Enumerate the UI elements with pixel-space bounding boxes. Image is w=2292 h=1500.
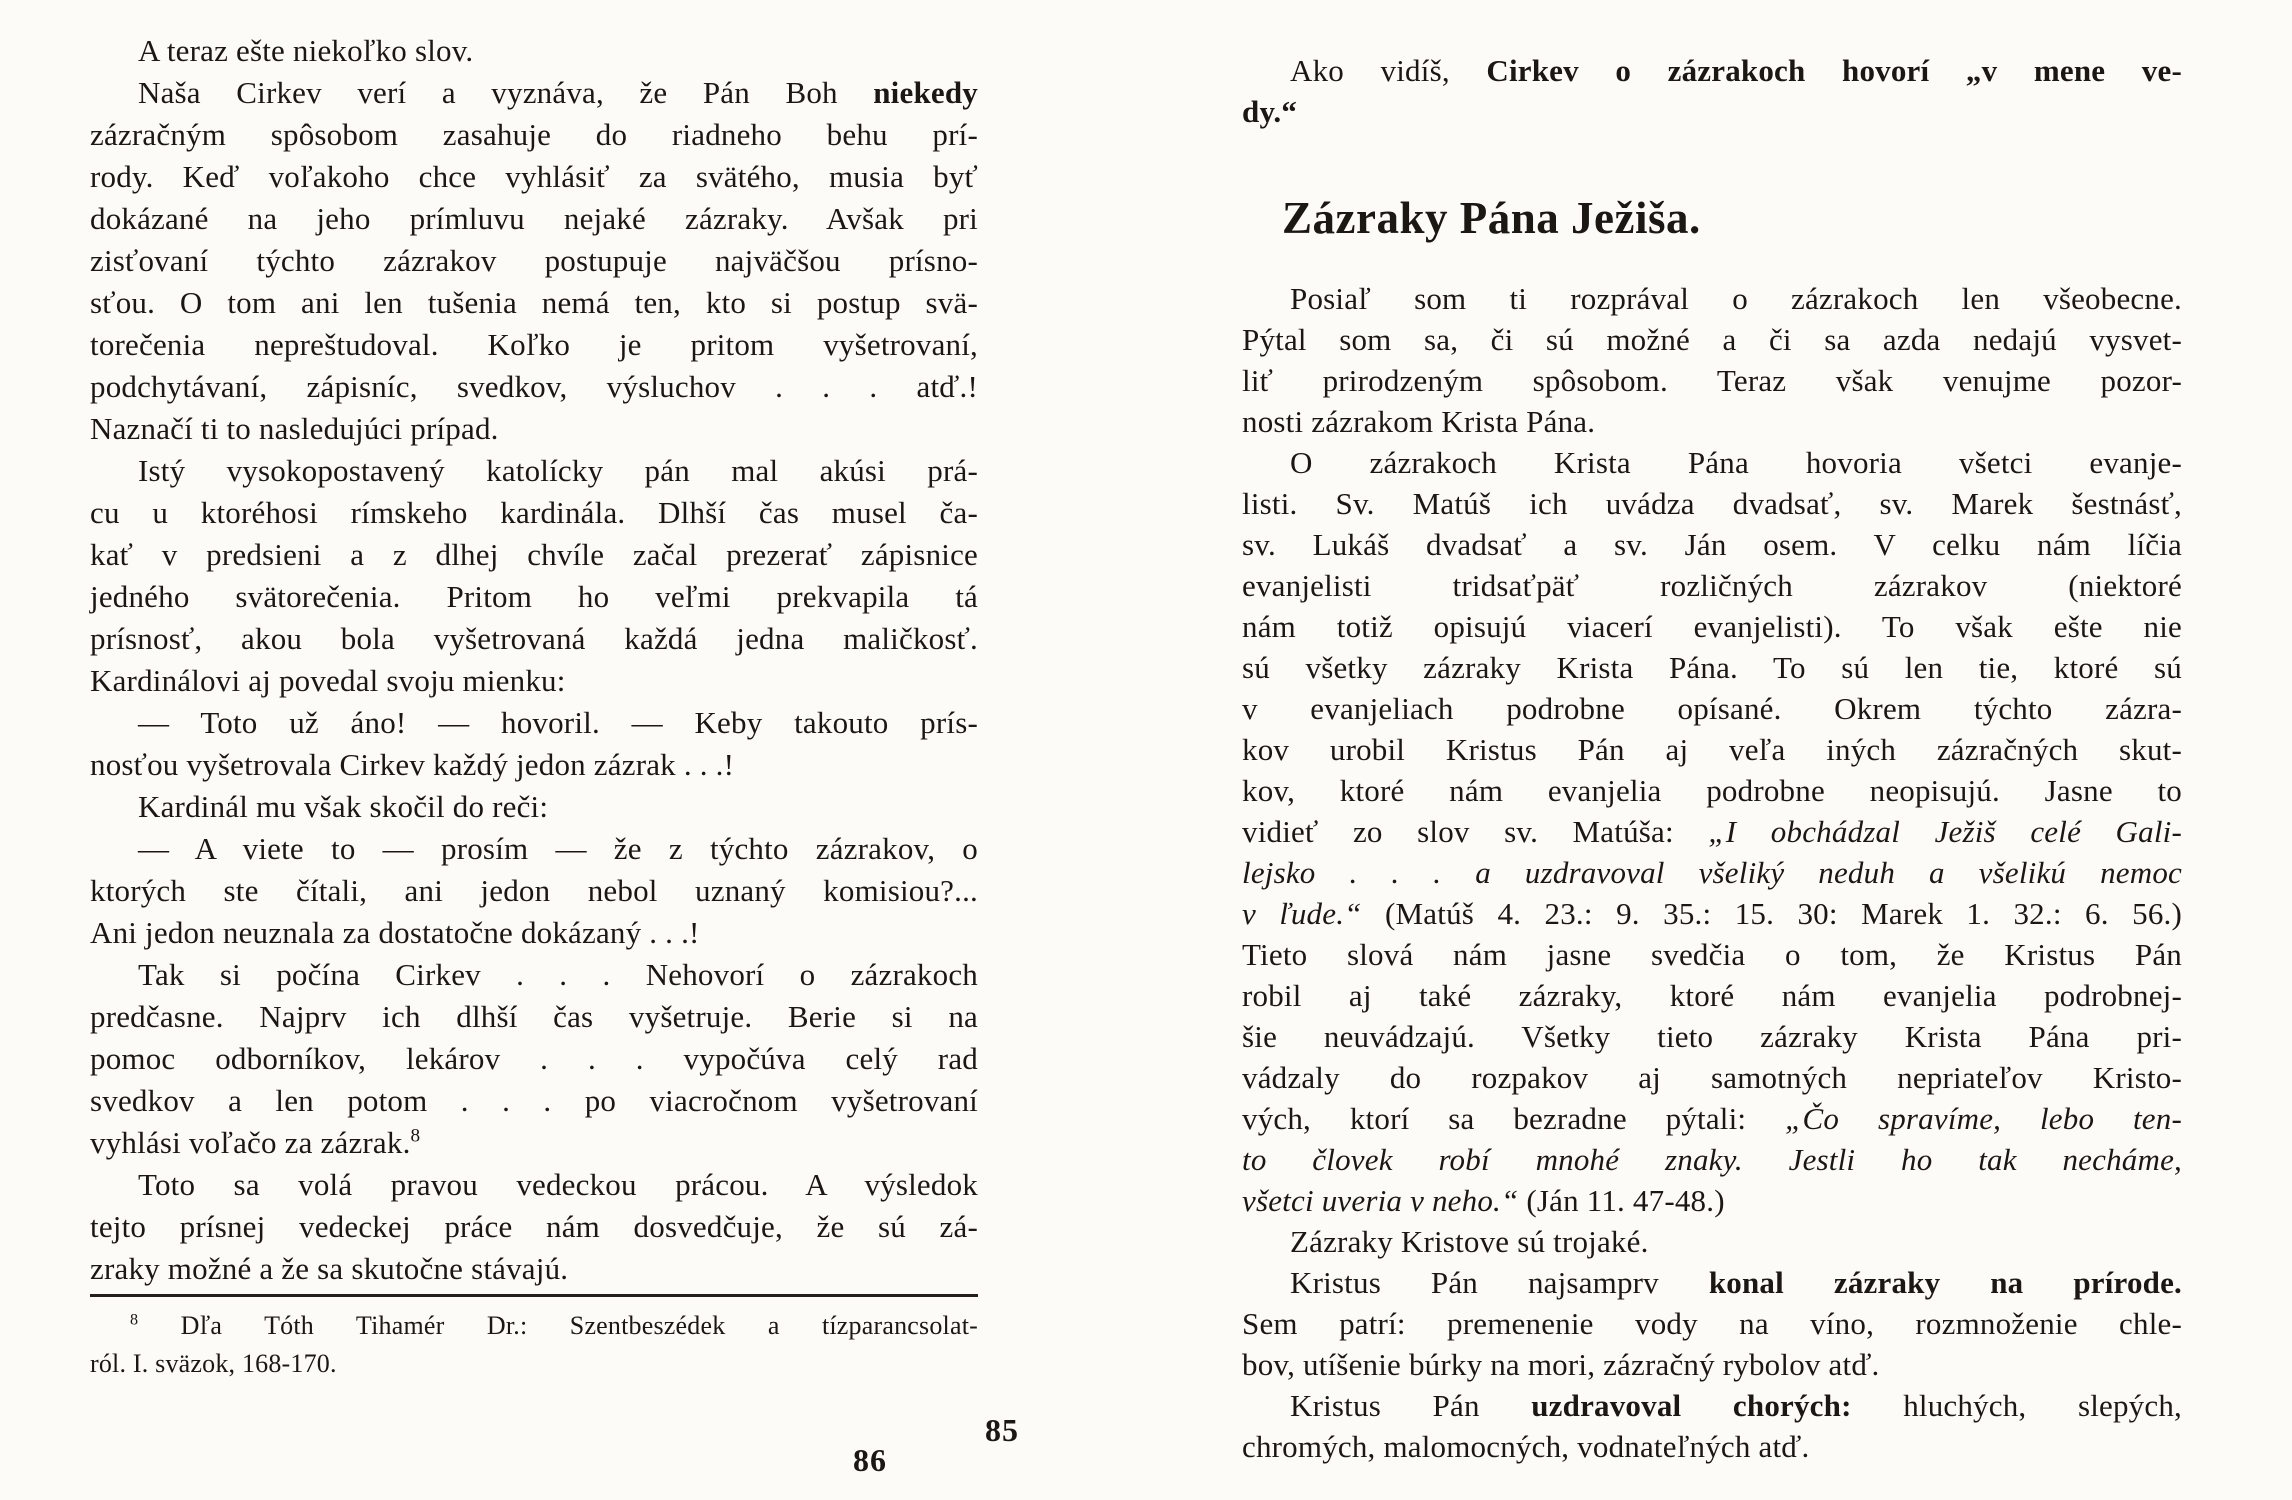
- footnote-rule: [90, 1294, 978, 1297]
- text-run: predčasne. Najprv ich dlhší čas vyšetruje. Berie si na: [90, 999, 978, 1034]
- text-run: Naznačí ti to nasledujúci prípad.: [90, 411, 499, 446]
- text-run: vyhlási voľačo za zázrak.: [90, 1125, 411, 1160]
- text-run: nosti zázrakom Krista Pána.: [1242, 404, 1596, 439]
- text-line: [90, 996, 978, 1038]
- text-run: lejsko . . . a uzdravoval všeliký neduh a všelikú nemoc: [1242, 855, 2182, 890]
- text-line: [1242, 401, 2182, 442]
- text-run: Tak si počína Cirkev . . . Nehovorí o zázrakoch: [138, 957, 978, 992]
- text-run: kov urobil Kristus Pán aj veľa iných zázračných skut-: [1242, 732, 2182, 767]
- text-run: vádzaly do rozpakov aj samotných nepriateľov Kristo-: [1242, 1060, 2182, 1095]
- text-line: [1242, 852, 2182, 893]
- text-line: [1242, 893, 2182, 934]
- footnote-line: [90, 1345, 978, 1383]
- text-line: [1242, 1098, 2182, 1139]
- text-line: [1242, 1344, 2182, 1385]
- text-run: „I obchádzal Ježiš celé Gali-: [1708, 814, 2182, 849]
- text-run: dokázané na jeho prímluvu nejaké zázraky. Avšak pri: [90, 201, 978, 236]
- text-line: [90, 198, 978, 240]
- text-line: [90, 1206, 978, 1248]
- text-run: uzdravoval chorých:: [1531, 1388, 1904, 1423]
- text-line: [1242, 483, 2182, 524]
- text-run: podchytávaní, zápisníc, svedkov, výsluchov . . . atď.!: [90, 369, 978, 404]
- text-line: [90, 702, 978, 744]
- text-line: [90, 1080, 978, 1122]
- text-run: cu u ktoréhosi rímskeho kardinála. Dlhší čas musel ča-: [90, 495, 978, 530]
- text-line: [1242, 647, 2182, 688]
- text-run: rody. Keď voľakoho chce vyhlásiť za svätého, musia byť: [90, 159, 978, 194]
- text-run: — Toto už áno! — hovoril. — Keby takouto prís-: [138, 705, 978, 740]
- text-run: (Ján 11. 47-48.): [1526, 1183, 1725, 1218]
- text-line: [1242, 1303, 2182, 1344]
- text-run: zraky možné a že sa skutočne stávajú.: [90, 1251, 569, 1286]
- text-line: [1242, 1426, 2182, 1467]
- text-run: Istý vysokopostavený katolícky pán mal akúsi prá-: [138, 453, 978, 488]
- text-run: Cirkev o zázrakoch hovorí „v mene ve-: [1486, 53, 2182, 88]
- text-line: [90, 576, 978, 618]
- text-run: nosťou vyšetrovala Cirkev každý jedon zázrak . . .!: [90, 747, 735, 782]
- text-line: [1242, 1262, 2182, 1303]
- text-run: torečenia nepreštudoval. Koľko je pritom vyšetrovaní,: [90, 327, 978, 362]
- text-run: v evanjeliach podrobne opísané. Okrem týchto zázra-: [1242, 691, 2182, 726]
- text-line: [1242, 606, 2182, 647]
- text-line: [90, 744, 978, 786]
- text-run: zázračným spôsobom zasahuje do riadneho behu prí-: [90, 117, 978, 152]
- text-run: Naša Cirkev verí a vyznáva, že Pán Boh: [138, 75, 874, 110]
- text-line: [1242, 524, 2182, 565]
- page-85-text-column: [90, 30, 978, 1383]
- text-run: kov, ktoré nám evanjelia podrobne neopisujú. Jasne to: [1242, 773, 2182, 808]
- text-run: sťou. O tom ani len tušenia nemá ten, kto si postup svä-: [90, 285, 978, 320]
- text-run: niekedy: [873, 75, 978, 110]
- text-run: Toto sa volá pravou vedeckou prácou. A výsledok: [138, 1167, 978, 1202]
- text-run: Ani jedon neuznala za dostatočne dokázaný . . .!: [90, 915, 700, 950]
- text-run: vidieť zo slov sv. Matúša:: [1242, 814, 1709, 849]
- text-run: prísnosť, akou bola vyšetrovaná každá jedna maličkosť.: [90, 621, 978, 656]
- text-run: nám totiž opisujú viacerí evanjelisti). To však ešte nie: [1242, 609, 2182, 644]
- text-line: [90, 282, 978, 324]
- text-line: [90, 72, 978, 114]
- text-run: všetci uveria v neho.“: [1242, 1183, 1527, 1218]
- text-line: [90, 786, 978, 828]
- text-line: [1242, 278, 2182, 319]
- text-run: Sem patrí: premenenie vody na víno, rozmnoženie chle-: [1242, 1306, 2182, 1341]
- text-line: [90, 450, 978, 492]
- text-line: [1242, 770, 2182, 811]
- text-line: [90, 156, 978, 198]
- text-line: [1242, 91, 2182, 132]
- text-line: [1242, 975, 2182, 1016]
- text-run: hluchých, slepých,: [1903, 1388, 2182, 1423]
- text-run: zisťovaní týchto zázrakov postupuje najväčšou prísno-: [90, 243, 978, 278]
- text-run: svedkov a len potom . . . po viacročnom vyšetrovaní: [90, 1083, 978, 1118]
- text-line: [90, 30, 978, 72]
- text-line: [1242, 1057, 2182, 1098]
- text-run: Kardinálovi aj povedal svoju mienku:: [90, 663, 566, 698]
- text-line: [90, 618, 978, 660]
- text-line: [90, 660, 978, 702]
- text-line: [90, 240, 978, 282]
- text-line: [90, 114, 978, 156]
- text-run: bov, utíšenie búrky na mori, zázračný rybolov atď.: [1242, 1347, 1880, 1382]
- text-run: šie neuvádzajú. Všetky tieto zázraky Krista Pána pri-: [1242, 1019, 2182, 1054]
- text-line: [90, 366, 978, 408]
- text-run: robil aj také zázraky, ktoré nám evanjelia podrobnej-: [1242, 978, 2182, 1013]
- text-run: (Matúš 4. 23.: 9. 35.: 15. 30: Marek 1. 32.: 6. 56.): [1385, 896, 2182, 931]
- text-line: [1242, 360, 2182, 401]
- page-86-text-column: [1242, 50, 2182, 1467]
- text-line: [1242, 811, 2182, 852]
- text-run: — A viete to — prosím — že z týchto zázrakov, o: [138, 831, 978, 866]
- text-run: ról. I. sväzok, 168-170.: [90, 1349, 337, 1378]
- text-line: [90, 534, 978, 576]
- text-run: Ako vidíš,: [1290, 53, 1487, 88]
- text-line: [90, 324, 978, 366]
- text-run: listi. Sv. Matúš ich uvádza dvadsať, sv. Marek šestnásť,: [1242, 486, 2182, 521]
- text-line: [1242, 565, 2182, 606]
- text-run: Tieto slová nám jasne svedčia o tom, že Kristus Pán: [1242, 937, 2182, 972]
- text-run: kať v predsieni a z dlhej chvíle začal prezerať zápisnice: [90, 537, 978, 572]
- text-run: dy.“: [1242, 94, 1298, 129]
- text-line: [1242, 1180, 2182, 1221]
- text-run: sú všetky zázraky Krista Pána. To sú len tie, ktoré sú: [1242, 650, 2182, 685]
- page-number-86: 86: [853, 1442, 887, 1478]
- text-run: to človek robí mnohé znaky. Jestli ho tak necháme,: [1242, 1142, 2182, 1177]
- text-run: vých, ktorí sa bezradne pýtali:: [1242, 1101, 1786, 1136]
- text-run: A teraz ešte niekoľko slov.: [138, 33, 474, 68]
- text-run: ktorých ste čítali, ani jedon nebol uznaný komisiou?...: [90, 873, 978, 908]
- text-run: liť prirodzeným spôsobom. Teraz však venujme pozor-: [1242, 363, 2182, 398]
- text-run: chromých, malomocných, vodnateľných atď.: [1242, 1429, 1810, 1464]
- text-run: sv. Lukáš dvadsať a sv. Ján osem. V celku nám líčia: [1242, 527, 2182, 562]
- text-line: [90, 1038, 978, 1080]
- text-line: [1242, 442, 2182, 483]
- text-line: [1242, 729, 2182, 770]
- text-run: Posiaľ som ti rozprával o zázrakoch len všeobecne.: [1290, 281, 2182, 316]
- text-run: 8: [410, 1125, 421, 1147]
- text-line: [1242, 319, 2182, 360]
- text-line: [90, 828, 978, 870]
- text-line: [90, 1248, 978, 1290]
- text-run: Zázraky Kristove sú trojaké.: [1290, 1224, 1649, 1259]
- text-line: [1242, 50, 2182, 91]
- text-run: Kristus Pán: [1290, 1388, 1532, 1423]
- text-line: [1242, 688, 2182, 729]
- text-line: [1242, 1221, 2182, 1262]
- text-run: konal zázraky na prírode.: [1708, 1265, 2182, 1300]
- text-run: pomoc odborníkov, lekárov . . . vypočúva celý rad: [90, 1041, 978, 1076]
- text-line: [90, 954, 978, 996]
- text-run: O zázrakoch Krista Pána hovoria všetci evanje-: [1290, 445, 2182, 480]
- text-line: [90, 1122, 978, 1164]
- text-run: „Čo spravíme, lebo ten-: [1785, 1101, 2182, 1136]
- text-run: 8: [130, 1311, 139, 1329]
- text-line: [90, 912, 978, 954]
- text-line: [1242, 1016, 2182, 1057]
- text-run: Dľa Tóth Tihamér Dr.: Szentbeszédek a tízparancsolat-: [138, 1311, 978, 1340]
- page-number-85: 85: [985, 1412, 1019, 1448]
- text-run: evanjelisti tridsaťpäť rozličných zázrakov (niektoré: [1242, 568, 2182, 603]
- text-run: Kristus Pán najsamprv: [1290, 1265, 1709, 1300]
- text-line: [90, 870, 978, 912]
- text-line: [90, 1164, 978, 1206]
- text-line: [1242, 934, 2182, 975]
- text-run: v ľude.“: [1242, 896, 1386, 931]
- text-run: tejto prísnej vedeckej práce nám dosvedčuje, že sú zá-: [90, 1209, 978, 1244]
- chapter-heading: Zázraky Pána Ježiša.: [1282, 193, 1701, 243]
- text-run: Pýtal som sa, či sú možné a či sa azda nedajú vysvet-: [1242, 322, 2182, 357]
- text-run: Kardinál mu však skočil do reči:: [138, 789, 549, 824]
- text-line: [90, 408, 978, 450]
- text-run: jedného svätorečenia. Pritom ho veľmi prekvapila tá: [90, 579, 978, 614]
- footnote-line: [90, 1307, 978, 1345]
- text-line: [1242, 1385, 2182, 1426]
- text-line: [1242, 1139, 2182, 1180]
- text-line: [90, 492, 978, 534]
